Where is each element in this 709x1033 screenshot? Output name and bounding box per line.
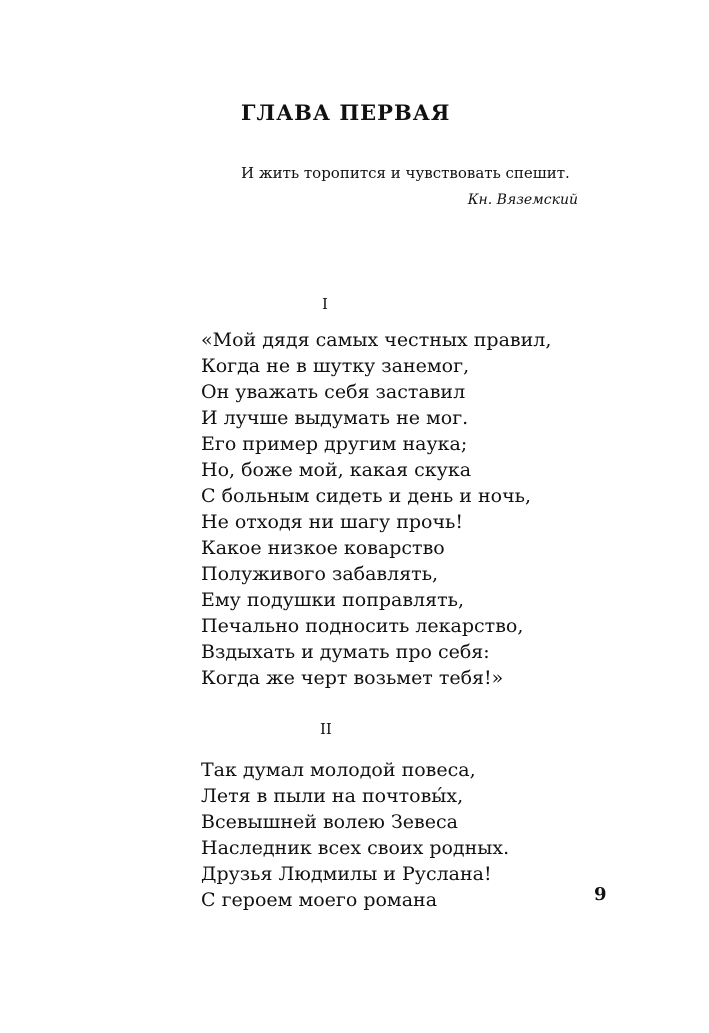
epigraph-author: Кн. Вяземский bbox=[467, 192, 578, 208]
verse-line: Когда же черт возьмет тебя!» bbox=[201, 667, 504, 689]
verse-line: Когда не в шутку занемог, bbox=[201, 355, 470, 377]
verse-line: Так думал молодой повеса, bbox=[201, 759, 476, 781]
verse-line: Но, боже мой, какая скука bbox=[201, 459, 472, 481]
verse-line: «Мой дядя самых честных правил, bbox=[201, 329, 552, 351]
epigraph-text: И жить торопится и чувствовать спешит. bbox=[241, 164, 570, 182]
stanza-number-1: I bbox=[322, 295, 328, 313]
stanza-number-2: II bbox=[320, 720, 332, 738]
verse-line: Всевышней волею Зевеса bbox=[201, 811, 458, 833]
page-number: 9 bbox=[594, 884, 607, 905]
verse-line: Печально подносить лекарство, bbox=[201, 615, 524, 637]
stanza-1 bbox=[201, 327, 551, 691]
verse-line: Он уважать себя заставил bbox=[201, 381, 466, 403]
verse-line: Летя в пыли на почтовы́х, bbox=[201, 785, 464, 807]
epigraph bbox=[241, 163, 578, 210]
verse-line: Не отходя ни шагу прочь! bbox=[201, 511, 464, 533]
verse-line: Вздыхать и думать про себя: bbox=[201, 641, 490, 663]
verse-line: И лучше выдумать не мог. bbox=[201, 407, 469, 429]
verse-line: Ему подушки поправлять, bbox=[201, 589, 464, 611]
verse-line: Друзья Людмилы и Руслана! bbox=[201, 863, 492, 885]
verse-line: С больным сидеть и день и ночь, bbox=[201, 485, 532, 507]
verse-line: Полуживого забавлять, bbox=[201, 563, 439, 585]
verse-line: Его пример другим наука; bbox=[201, 433, 468, 455]
chapter-title: ГЛАВА ПЕРВАЯ bbox=[241, 100, 451, 125]
verse-line: Какое низкое коварство bbox=[201, 537, 445, 559]
stanza-2 bbox=[201, 757, 509, 913]
verse-line: Наследник всех своих родных. bbox=[201, 837, 510, 859]
verse-line: С героем моего романа bbox=[201, 889, 438, 911]
